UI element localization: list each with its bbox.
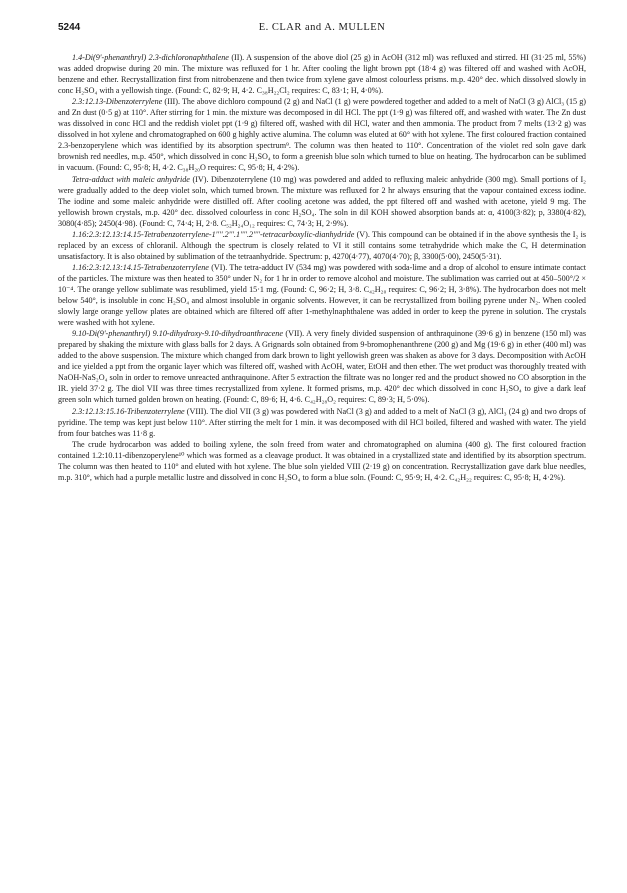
compound-title: Tetra-adduct with maleic anhydride [72,174,190,184]
paragraph-chromatography [58,439,586,483]
paragraph-compound-viii [58,406,586,439]
paragraph-body: (IV). Dibenzoterrylene (10 mg) was powdered and added to refluxing maleic anhydride (300 mg). Small portions of I₂ were gradually added to the deep violet soln, which turned brown. The mixture was refluxed for 2 hr always ensuring that the vapour contained excess iodine. The iodine and some maleic anhydride were distilled off. After cooling acetone was added, the ppt filtered off and washed with acetone, yield 9 mg. The yellowish brown crystals, m.p. 420° dec. dissolved colourless in conc H₂SO₄. The soln in dil KOH showed absorption bands at: α, 4100(3·82); p, 3380(4·82), 3080(4·85); 2450(4·98). (Found: C, 74·4; H, 2·8. C₅₂H₂₄O₁₂ requires: C, 74·3; H, 2·9%). [58,174,586,228]
paragraph-body: (VIII). The diol VII (3 g) was powdered with NaCl (3 g) and added to a melt of NaCl (3 g), AlCl₃ (24 g) and two drops of pyridine. The temp was kept just below 110°. After stirring the melt for 1 min. it was decomposed with dil HCl boiled, filtered and washed with water. The yield from four batches was 11·8 g. [58,406,586,438]
compound-title: 2.3:12.13:15.16-Tribenzoterrylene [72,406,185,416]
paragraph-compound-v [58,229,586,262]
paragraph-body: (VI). The tetra-adduct IV (534 mg) was powdered with soda-lime and a drop of alcohol to ensure intimate contact of the particles. The mixture was then heated to 350° under N₂ for 1 hr in order to remove alcohol and moisture. The sublimation was carried out at 450–500°/2 × 10⁻⁴. The orange yellow sublimate was resublimed, yield 15·1 mg. (Found: C, 96·2; H, 3·8. C₄₂H₂₀ requires: C, 96·2; H, 3·8%). The hydrocarbon does not melt below 540°, is insoluble in conc H₂SO₄ and almost insoluble in organic solvents. However, it can be recrystallized from boiling pyrene under N₂. When cooled slowly large orange yellow plates are obtained which are filtered off after 1-methylnaphthalene was added in order to keep the pyrene in solution. The crystals were washed with hot xylene. [58,262,586,328]
compound-title: 1.4-Di(9'-phenanthryl) 2.3-dichloronaphthalene [72,53,229,62]
compound-title: 2.3:12.13-Dibenzoterrylene [72,97,163,107]
paragraph-body: The crude hydrocarbon was added to boiling xylene, the soln freed from water and chromatographed on alumina (400 g). The first coloured fraction contained 1.2:10.11-dibenzoperylene¹⁰ which was formed as a cleavage product. It was obtained in a crystallized state and identified by its absorption spectrum. The column was then heated to 110° and eluted with hot xylene. The blue soln yielded VIII (2·19 g) on concentration. Recrystallization gave dark blue needles, m.p. 310°, which had a purple metallic lustre and dissolved in conc H₂SO₄ to form a blue soln. (Found: C, 95·9; H, 4·2. C₄₂H₂₂ requires: C, 95·8; H, 4·2%). [58,439,586,482]
compound-title: 1.16:2.3:12.13:14.15-Tetrabenzoterrylene-1''''.2'''.1''''.2''''-tetracarboxylic-dianhydride [72,229,355,239]
compound-title: 9.10-Di(9'-phenanthryl) 9.10-dihydroxy-9.10-dihydroanthracene [72,329,283,339]
paragraph-body: (V). This compound can be obtained if in the above synthesis the I₂ is replaced by an excess of chloranil. Although the spectrum is closely related to VI it still contains some tetrahydride which make the C, H determination unsatisfactory. It is also obtained by sublimation of the tetraanhydride. Spectrum: p, 4270(4·77), 4070(4·70); β, 3300(5·00), 2450(5·31). [58,229,586,261]
running-authors: E. CLAR and A. MULLEN [258,22,386,33]
paragraph-compound-vii [58,328,586,405]
paragraph-compound-iii [58,96,586,173]
paper-page [58,20,586,483]
paragraph-compound-vi [58,262,586,328]
experimental-section [58,52,586,483]
page-number: 5244 [58,22,81,33]
paragraph-compound-ii [58,52,586,96]
paragraph-body: (III). The above dichloro compound (2 g) and NaCl (1 g) were powdered together and added to a melt of NaCl (3 g) AlCl₃ (15 g) and Zn dust (0·5 g) at 110°. After stirring for 1 min. the mixture was decomposed in dil HCl. The ppt (1·9 g) was filtered off, and washed with water. The Zn dust was dissolved in conc HCl and the reddish violet ppt (1·9 g) filtered off, washed with dil HCl, water and then ammonia. The product from 7 melts (13·2 g) was dissolved in hot xylene and chromatographed on 600 g highly active alumina. The column was eluted at 60° with hot xylene. The first coloured fraction contained 2.3-benzoperylene which was identified by its absorption spectrum⁹. The column was then heated to 110°. Concentration of the violet red soln gave dark brownish red needles, m.p. 450°, which dissolved in conc H₂SO₄ to form a greenish blue soln which turned to blue on heating. The hydrocarbon can be sublimed in vacuum. (Found: C, 95·8; H, 4·2. C₃₈H₂₀O requires: C, 95·8; H, 4·2%). [58,97,586,173]
paragraph-body: (VII). A very finely divided suspension of anthraquinone (39·6 g) in benzene (150 ml) was prepared by shaking the mixture with glass balls for 2 days. A Grignards soln obtained from 9-bromophenanthrene (200 g) and Mg (19·6 g) in ether (400 ml) was added to the above suspension. The mixture which changed from dark brown to light yellowish green was shaken as above for 3 days. Decomposition with AcOH and ice yielded a ppt from the organic layer which was filtered off, washed with AcOH, water, EtOH and then ether. The wet product was thoroughly treated with NaOH-NaS₂O₄ soln in order to remove unreacted anthraquinone. After 5 extraction the filtrate was no longer red and the product showed no CO absorption in the IR. yield 37·2 g. The diol VII was three times recrystallized from xylene. It formed prisms, m.p. 420° dec which dissolved in conc H₂SO₄ to give a dark leaf green soln which turned golden brown on heating. (Found: C, 89·6; H, 4·6. C₄₂H₂₈O₂ requires: C, 89·3; H, 5·0%). [58,329,586,405]
compound-title: 1.16:2.3:12.13:14.15-Tetrabenzoterrylene [72,262,209,272]
paragraph-body: (II). A suspension of the above diol (25 g) in AcOH (312 ml) was refluxed and stirred. HI (31·25 ml, 55%) was added dropwise during 20 min. The mixture was refluxed for 1 hr. After cooling the light brown ppt (18·4 g) was filtered off and washed with AcOH, benzene and ether. Recrystallization first from nitrobenzene and then twice from xylene gave almost colourless prisms. m.p. 420° dec. which dissolved slowly in conc H₂SO₄ with a yellowish tinge. (Found: C, 82·9; H, 4·2. C₃₈H₂₂Cl₂ requires: C, 83·1; H, 4·0%). [58,53,586,96]
running-header [58,20,586,42]
paragraph-compound-iv [58,174,586,229]
